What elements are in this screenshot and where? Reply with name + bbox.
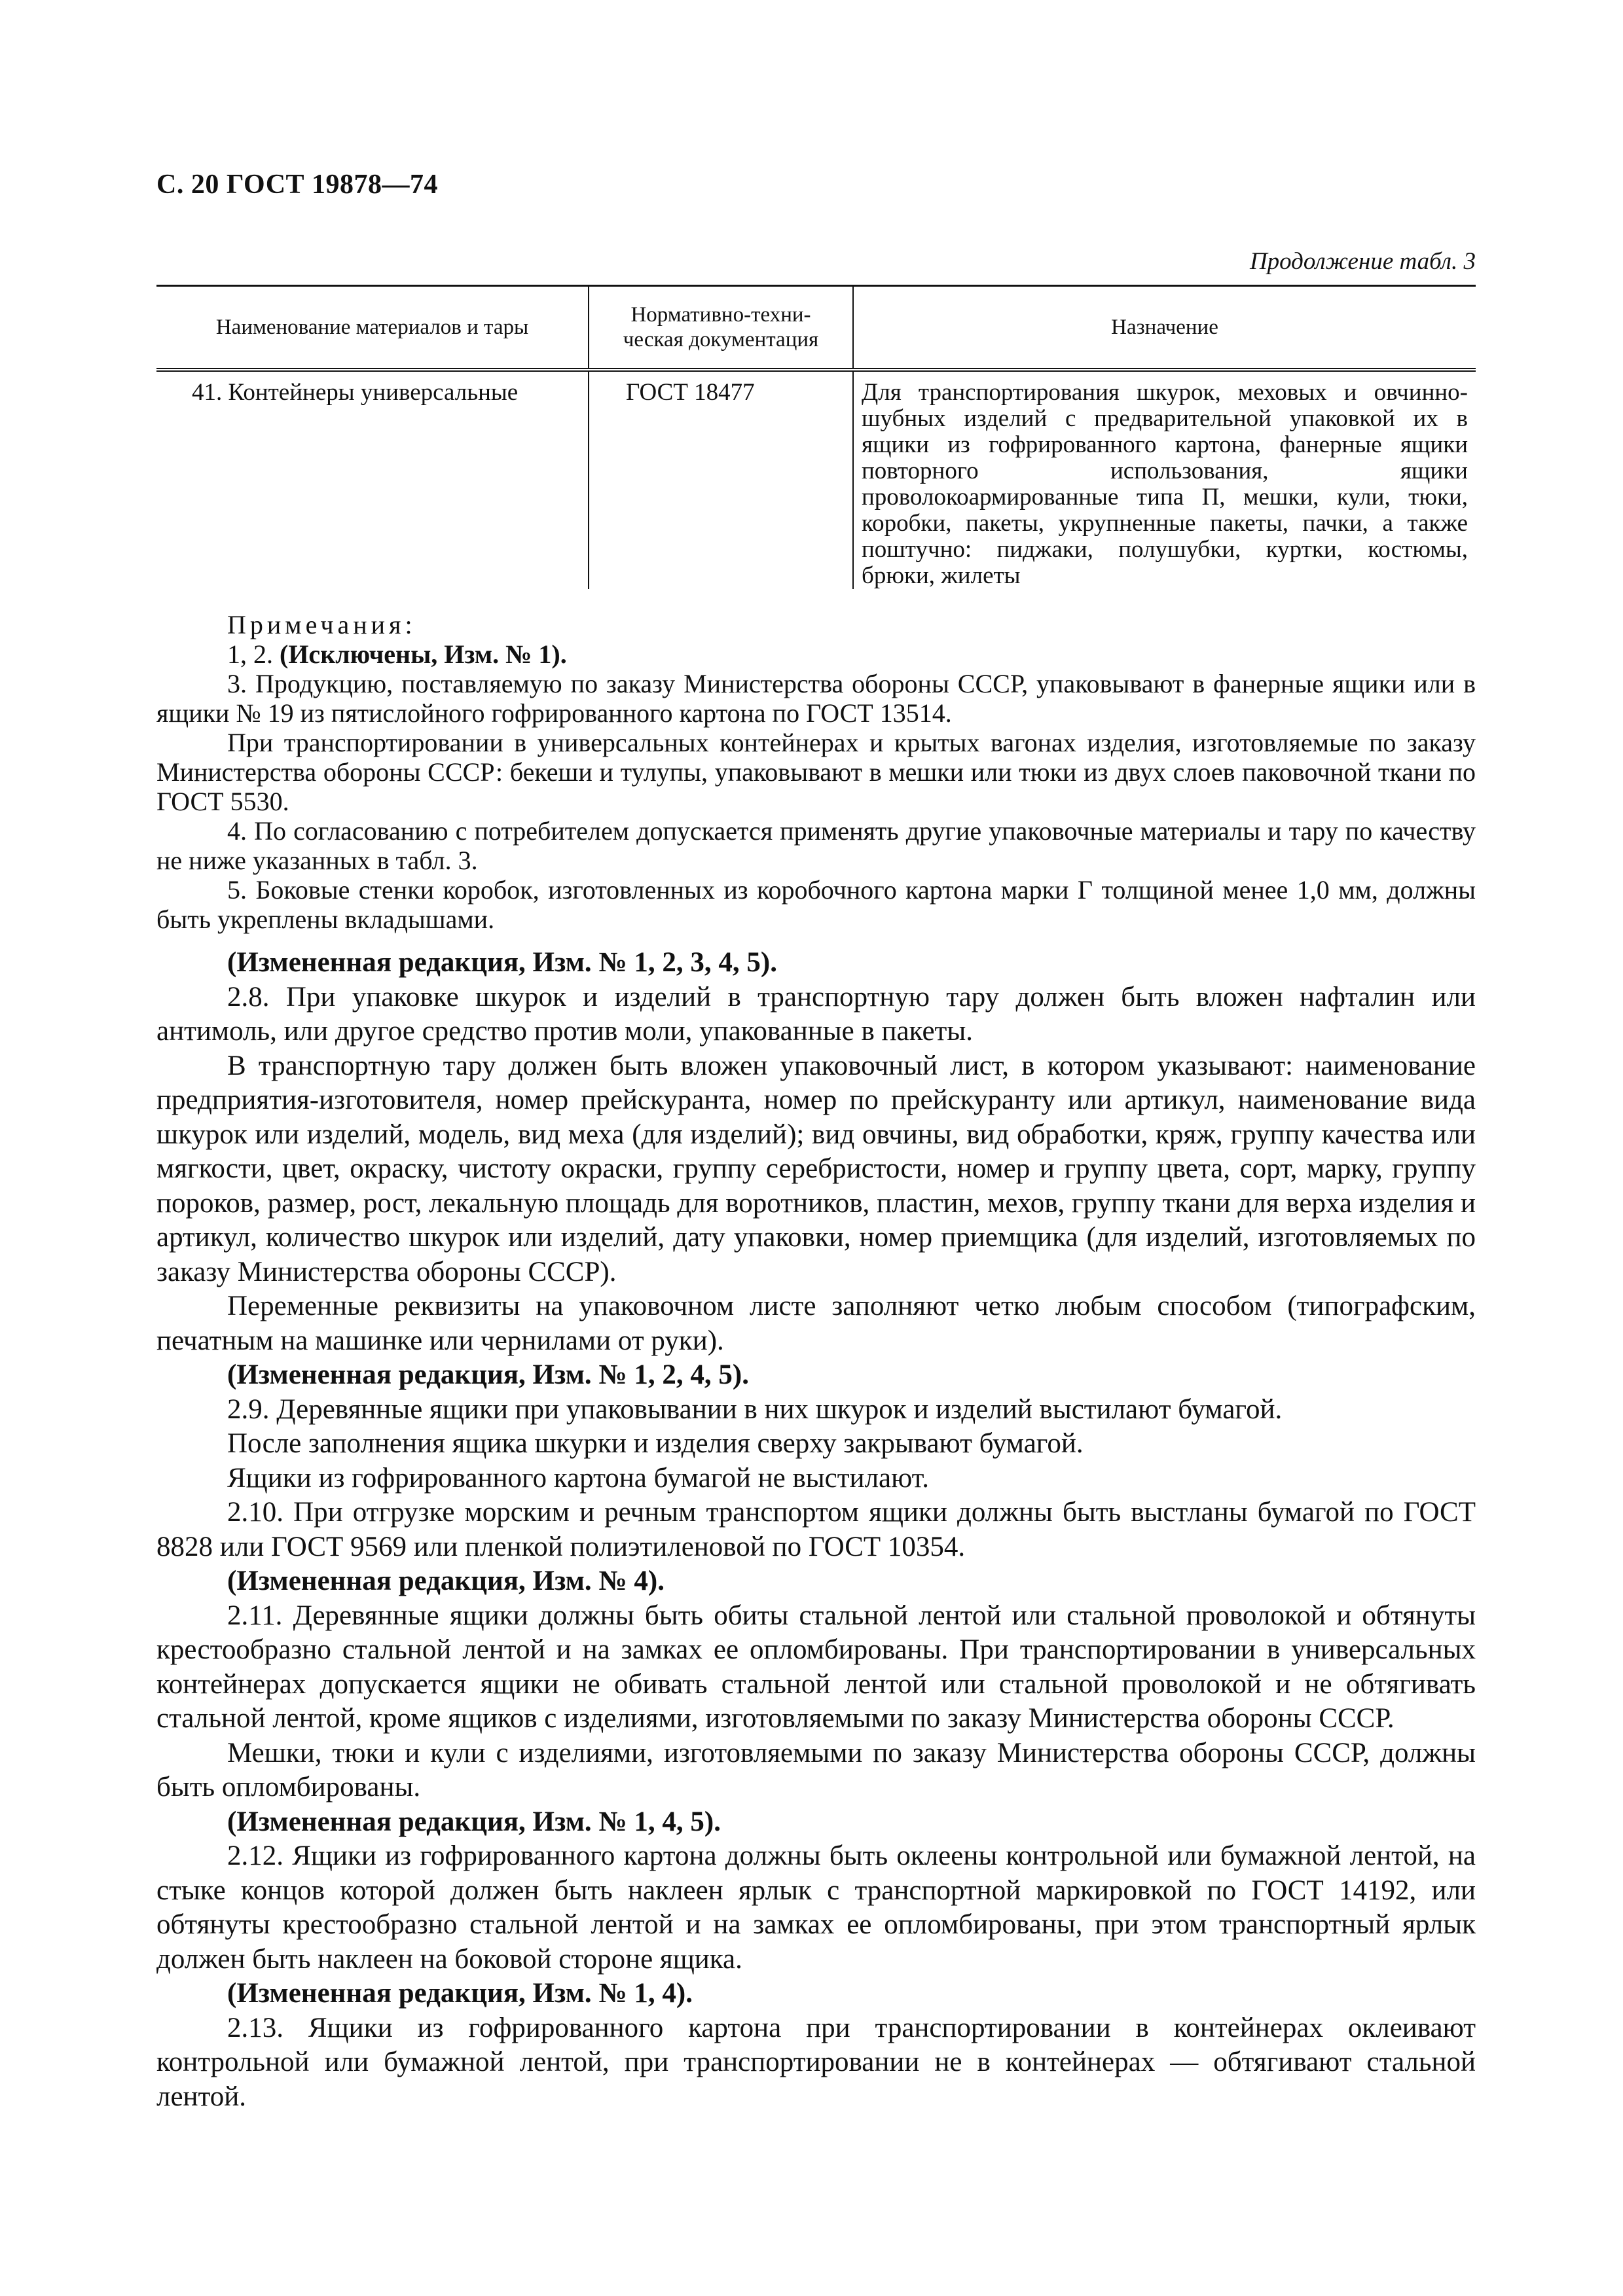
paragraph-2-11: 2.11. Деревянные ящики должны быть обиты стальной лентой или стальной проволокой и обтянуты крестообразно стальной лентой и на замках ее опломбированы. При транспортировании в универсальных контейнерах допускается ящики не обивать стальной лентой или стальной проволокой и не обтягивать стальной лентой, кроме ящиков с изделиями, изготовляемыми по заказу Министерства обороны СССР.: [156, 1600, 1476, 1734]
table-cell-usage: Для транспортирования шкурок, меховых и овчинно-шубных изделий с предварительной упаковкой их в ящики из гофрированного картона, фанерные ящики повторного использования, ящики проволокоармированные типа П, мешки, кули, тюки, коробки, пакеты, укрупненные пакеты, пачки, а также поштучно: пиджаки, полушубки, куртки, костюмы, брюки, жилеты: [853, 370, 1476, 589]
paragraph-packing-list: В транспортную тару должен быть вложен упаковочный лист, в котором указывают: наименование предприятия-изготовителя, номер прейскуранта, номер по прейскуранту или артикул, наименование вида шкурок или изделий, модель, вид меха (для изделий); вид овчины, вид обработки, кряж, группу качества или мягкости, цвет, окраску, чистоту окраски, группу серебристости, номер и группу цвета, сорт, марку, группу пороков, размер, рост, лекальную площадь для воротников, пластин, мехов, группу ткани для верха изделия и артикул, количество шкурок или изделий, дату упаковки, номер приемщика (для изделий, изготовляемых по заказу Министерства обороны СССР).: [156, 1050, 1476, 1287]
amendment-note: (Измененная редакция, Изм. № 1, 4).: [227, 1978, 693, 2009]
page-header: С. 20 ГОСТ 19878—74: [156, 170, 439, 200]
amendment-note: (Измененная редакция, Изм. № 1, 2, 3, 4, 5).: [227, 947, 777, 978]
notes-heading-text: Примечания:: [227, 610, 416, 639]
section-gap: [156, 934, 1476, 946]
column-header-usage: Назначение: [853, 286, 1476, 370]
column-header-name: Наименование материалов и тары: [156, 286, 589, 370]
note-4: 4. По согласованию с потребителем допускается применять другие упаковочные материалы и тару по качеству не ниже указанных в табл. 3.: [156, 816, 1476, 875]
amendment-note: (Измененная редакция, Изм. № 1, 4, 5).: [227, 1806, 721, 1837]
table-cell-name: 41. Контейнеры универсальные: [192, 379, 519, 406]
column-header-doc: Нормативно-техни- ческая документация: [589, 286, 853, 370]
paragraph-2-9: 2.9. Деревянные ящики при упаковывании в них шкурок и изделий выстилают бумагой.: [227, 1393, 1283, 1425]
table-cell-doc: ГОСТ 18477: [589, 370, 853, 589]
materials-table: [156, 285, 1476, 589]
notes-heading: [156, 610, 1476, 639]
table-header-row: [156, 286, 1476, 370]
paragraph-2-13: 2.13. Ящики из гофрированного картона при транспортировании в контейнерах оклеивают контрольной или бумажной лентой, при транспортировании не в контейнерах — обтягивают стальной лентой.: [156, 2012, 1476, 2112]
note-3: 3. Продукцию, поставляемую по заказу Министерства обороны СССР, упаковывают в фанерные ящики или в ящики № 19 из пятислойного гофрированного картона по ГОСТ 13514.: [156, 669, 1476, 728]
paragraph-2-9-cover: После заполнения ящика шкурки и изделия сверху закрывают бумагой.: [227, 1428, 1084, 1459]
note-3-continued: При транспортировании в универсальных контейнерах и крытых вагонах изделия, изготовляемые по заказу Министерства обороны СССР: бекеши и тулупы, упаковывают в мешки или тюки из двух слоев паковочной ткани по ГОСТ 5530.: [156, 728, 1476, 816]
paragraph-2-11-bags: Мешки, тюки и кули с изделиями, изготовляемыми по заказу Министерства обороны СССР, должны быть опломбированы.: [156, 1737, 1476, 1803]
note-1-2-bold: (Исключены, Изм. № 1).: [280, 639, 567, 669]
table-row: [156, 370, 1476, 589]
note-1-2: [156, 639, 1476, 669]
paragraph-2-8: 2.8. При упаковке шкурок и изделий в транспортную тару должен быть вложен нафталин или антимоль, или другое средство против моли, упакованные в пакеты.: [156, 981, 1476, 1047]
paragraph-2-12: 2.12. Ящики из гофрированного картона должны быть оклеены контрольной или бумажной лентой, на стыке концов которой должен быть наклеен ярлык с транспортной маркировкой по ГОСТ 14192, или обтянуты крестообразно стальной лентой и на замках ее опломбированы, при этом транспортный ярлык должен быть наклеен на боковой стороне ящика.: [156, 1840, 1476, 1975]
paragraph-2-9-corrugated: Ящики из гофрированного картона бумагой не выстилают.: [227, 1462, 929, 1494]
paragraph-2-10: 2.10. При отгрузке морским и речным транспортом ящики должны быть выстланы бумагой по ГОСТ 8828 или ГОСТ 9569 или пленкой полиэтиленовой по ГОСТ 10354.: [156, 1497, 1476, 1562]
note-5: 5. Боковые стенки коробок, изготовленных из коробочного картона марки Г толщиной менее 1,0 мм, должны быть укреплены вкладышами.: [156, 875, 1476, 934]
note-1-2-prefix: 1, 2.: [227, 639, 280, 669]
document-body: [156, 610, 1476, 2114]
amendment-note: (Измененная редакция, Изм. № 1, 2, 4, 5).: [227, 1359, 749, 1390]
amendment-note: (Измененная редакция, Изм. № 4).: [227, 1566, 665, 1596]
table-continuation-label: Продолжение табл. 3: [1249, 248, 1476, 275]
paragraph-variable-details: Переменные реквизиты на упаковочном листе заполняют четко любым способом (типографским, печатным на машинке или чернилами от руки).: [156, 1291, 1476, 1356]
